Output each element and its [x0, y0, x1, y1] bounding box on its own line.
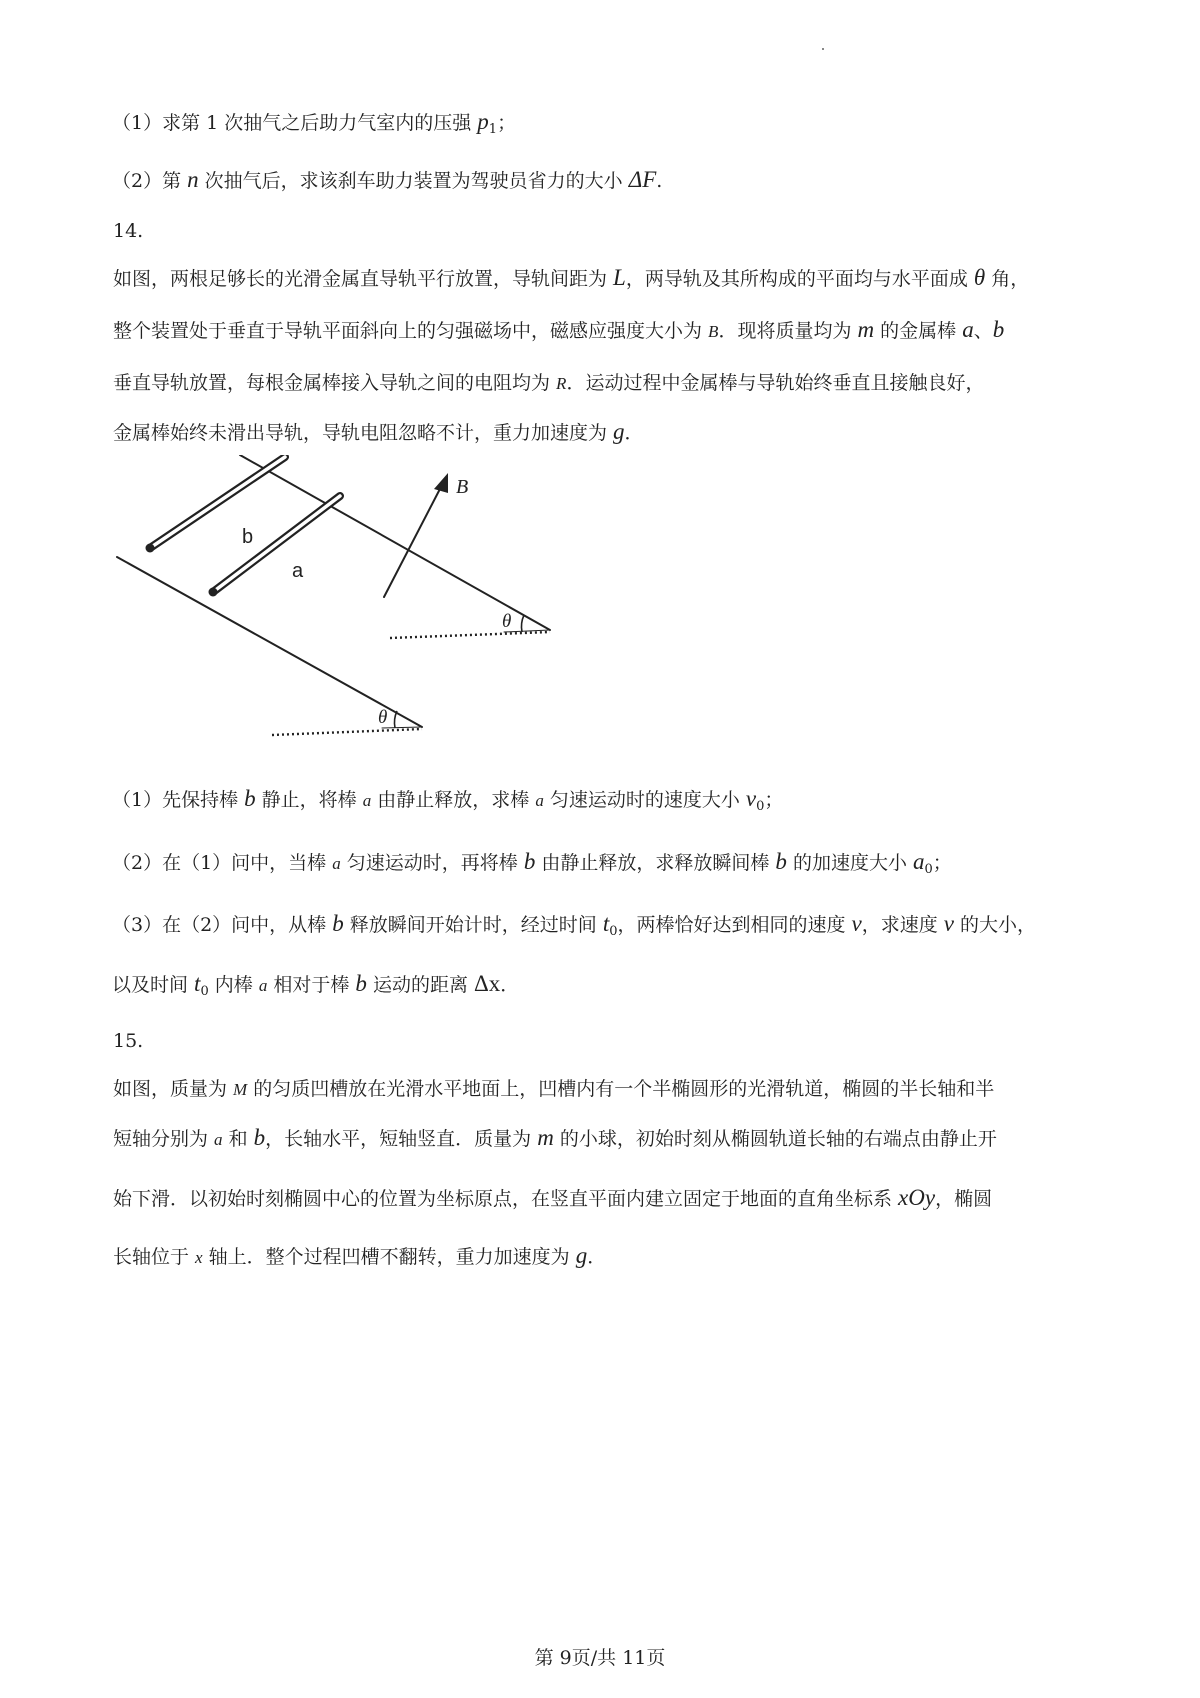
q15-number: 15.	[113, 1030, 144, 1052]
var-b: b	[992, 317, 1005, 342]
var-l: L	[613, 265, 626, 290]
var-g: g	[613, 419, 625, 444]
text: ，求速度	[861, 914, 944, 936]
var-b: b	[244, 786, 256, 811]
text: ，两导轨及其所构成的平面均与水平面成	[625, 268, 974, 290]
bar-a-end	[209, 588, 218, 597]
var-a: a	[535, 791, 544, 810]
q15-line2	[113, 1124, 1200, 1151]
var-delta-f: ΔF	[628, 167, 657, 192]
text: ，两棒恰好达到相同的速度	[617, 914, 852, 936]
q14-part3	[112, 910, 1200, 939]
text: ，椭圆	[935, 1188, 993, 1210]
var-v: v	[851, 911, 862, 936]
text: 垂直导轨放置，每根金属棒接入导轨之间的电阻均为	[113, 372, 557, 394]
text: 内棒	[208, 974, 259, 996]
var-a: a	[214, 1130, 223, 1149]
text: 相对于棒	[267, 974, 356, 996]
var-b: b	[253, 1125, 266, 1150]
lower-rail	[117, 557, 422, 727]
text: 静止，将棒	[255, 789, 363, 811]
horizontal-ref-1	[390, 632, 550, 638]
label-b: b	[242, 526, 254, 548]
q13-part2	[112, 166, 1200, 193]
text: 以及时间	[112, 974, 195, 996]
var-b: b	[332, 911, 344, 936]
text: 次抽气后，求该刹车助力装置为驾驶员省力的大小	[198, 170, 629, 192]
label-a: a	[292, 560, 304, 582]
text: ；	[764, 789, 784, 811]
scan-speck	[822, 48, 824, 50]
q14-part2	[112, 848, 1200, 877]
subscript: 0	[609, 924, 618, 939]
subscript: 1	[488, 122, 498, 137]
text: ．现将质量均为	[718, 320, 858, 342]
var-p: p	[477, 109, 489, 134]
q14-number: 14.	[113, 220, 144, 242]
angle-arc-2	[394, 711, 397, 728]
subscript: 0	[924, 862, 933, 877]
q14-line4	[113, 418, 1200, 445]
var-a: a	[962, 317, 974, 342]
text: 金属棒始终未滑出导轨，导轨电阻忽略不计，重力加速度为	[113, 422, 614, 444]
subscript: 0	[200, 984, 209, 999]
var-v: v	[745, 786, 757, 811]
text: ．	[500, 974, 520, 996]
text: 整个装置处于垂直于导轨平面斜向上的匀强磁场中，磁感应强度大小为	[113, 320, 709, 342]
q14-line2	[113, 316, 1200, 343]
q14-part3-cont	[112, 970, 1200, 999]
text: 运动的距离	[366, 974, 474, 996]
text: 如图，两根足够长的光滑金属直导轨平行放置，导轨间距为	[113, 268, 614, 290]
bar-b-end	[146, 544, 155, 553]
text: 的匀质凹槽放在光滑水平地面上，凹槽内有一个半椭圆形的光滑轨道，椭圆的半长轴和半	[247, 1078, 995, 1100]
b-field-arrowhead	[434, 473, 448, 493]
bar-b-inner	[150, 457, 285, 548]
var-m: m	[857, 317, 875, 342]
var-theta: θ	[973, 265, 986, 290]
var-a: a	[332, 854, 341, 873]
var-r: R	[556, 374, 567, 393]
text: （3）在（2）问中，从棒	[112, 914, 333, 936]
text: .	[656, 170, 663, 192]
text: 释放瞬间开始计时，经过时间	[343, 914, 603, 936]
q14-line3	[113, 368, 1200, 395]
text: 由静止释放，求释放瞬间棒	[535, 852, 776, 874]
var-g: g	[575, 1243, 588, 1268]
text: 如图，质量为	[113, 1078, 234, 1100]
text: ；	[932, 852, 952, 874]
text: ．	[587, 1246, 607, 1268]
var-a: a	[258, 976, 268, 995]
var-x: x	[195, 1248, 203, 1267]
text: ．	[624, 422, 644, 444]
text: （1）先保持棒	[112, 789, 245, 811]
var-b: b	[775, 849, 787, 874]
text: 和	[222, 1128, 254, 1150]
var-n: n	[187, 167, 199, 192]
q15-line3	[113, 1184, 1200, 1211]
rails-figure	[112, 455, 572, 755]
q13-part1	[112, 108, 1200, 137]
subscript: 0	[756, 799, 765, 814]
label-b-field: B	[456, 476, 469, 498]
text: 角，	[985, 268, 1030, 290]
text: （2）在（1）问中，当棒	[112, 852, 333, 874]
text: 始下滑．以初始时刻椭圆中心的位置为坐标原点，在竖直平面内建立固定于地面的直角坐标系	[113, 1188, 899, 1210]
text: 长轴位于	[113, 1246, 196, 1268]
var-b: b	[355, 971, 367, 996]
text: （1）求第 1 次抽气之后助力气室内的压强	[112, 112, 478, 134]
text: 匀速运动时的速度大小	[543, 789, 746, 811]
text: 、	[973, 320, 993, 342]
text: ．运动过程中金属棒与导轨始终垂直且接触良好，	[566, 372, 985, 394]
text: 的小球，初始时刻从椭圆轨道长轴的右端点由静止开	[553, 1128, 997, 1150]
q15-line4	[113, 1242, 1200, 1269]
angle-bottom-left	[382, 727, 422, 728]
q14-line1	[113, 264, 1200, 291]
angle-arc-1	[521, 615, 524, 632]
label-theta-1: θ	[502, 611, 512, 632]
q14-part1	[112, 785, 1200, 814]
var-t0: t	[194, 971, 201, 996]
bar-a-inner	[213, 496, 340, 592]
var-b-field: B	[708, 322, 719, 341]
text: 的金属棒	[874, 320, 963, 342]
page-footer: 第 9页/共 11页	[534, 1647, 666, 1669]
text: 的加速度大小	[786, 852, 913, 874]
var-t0: t	[602, 911, 610, 936]
var-a: a	[362, 791, 372, 810]
text: 短轴分别为	[113, 1128, 215, 1150]
text: 由静止释放，求棒	[371, 789, 536, 811]
var-delta-x: Δx	[474, 971, 501, 996]
var-xoy: xOy	[898, 1185, 936, 1210]
var-m: m	[537, 1125, 554, 1150]
horizontal-ref-2	[272, 729, 422, 735]
text: 的大小，	[954, 914, 1037, 936]
label-theta-2: θ	[378, 707, 388, 728]
text: ，长轴水平，短轴竖直．质量为	[265, 1128, 538, 1150]
var-v: v	[943, 911, 955, 936]
var-b: b	[523, 849, 536, 874]
text: 轴上．整个过程凹槽不翻转，重力加速度为	[202, 1246, 576, 1268]
var-a0: a	[913, 849, 925, 874]
text: ；	[497, 112, 517, 134]
text: 匀速运动时，再将棒	[340, 852, 524, 874]
text: （2）第	[112, 170, 188, 192]
q15-line1	[113, 1074, 1200, 1101]
upper-rail	[240, 455, 550, 630]
var-m-big: M	[233, 1080, 248, 1099]
